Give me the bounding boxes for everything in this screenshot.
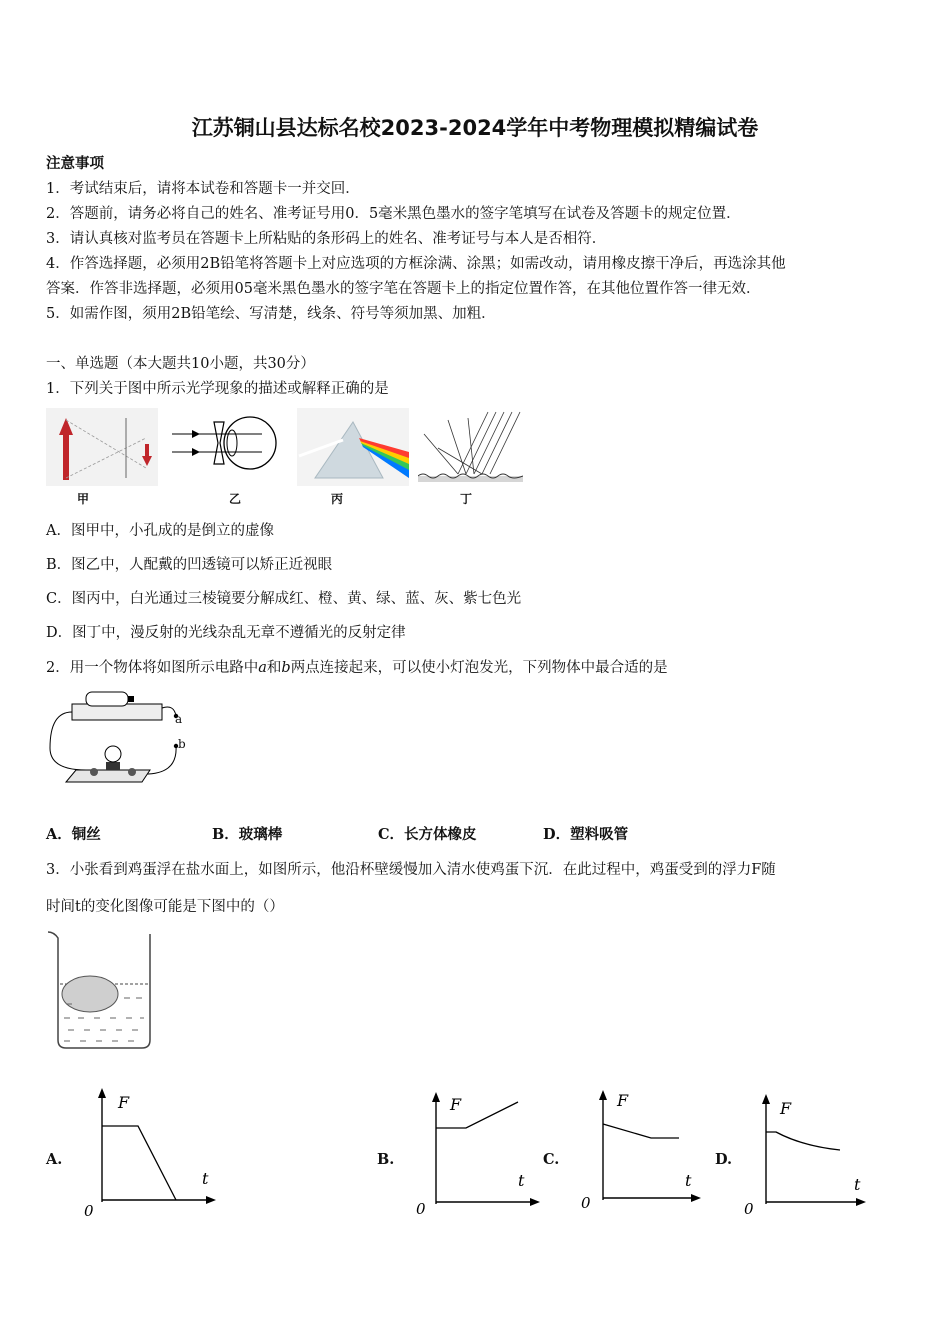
notice-item: 1．考试结束后，请将本试卷和答题卡一并交回． bbox=[46, 181, 360, 197]
section-heading: 一、单选题（本大题共10小题，共30分） bbox=[46, 356, 315, 372]
q2-option-b: B．玻璃棒 bbox=[212, 826, 283, 843]
graph-c-origin: 0 bbox=[581, 1194, 591, 1212]
graph-letter-a: A. bbox=[46, 1151, 63, 1168]
notice-item: 5．如需作图，须用2B铅笔绘、写清楚，线条、符号等须加黑、加粗． bbox=[46, 306, 496, 322]
figure-yi-eye-lens bbox=[170, 410, 282, 482]
graph-a-axis-t: t bbox=[202, 1169, 209, 1188]
graph-d-origin: 0 bbox=[744, 1200, 754, 1218]
graph-b-origin: 0 bbox=[416, 1200, 426, 1218]
caption-yi: 乙 bbox=[229, 492, 242, 506]
q2-option-a: A．铜丝 bbox=[46, 826, 101, 843]
q1-option-a: A．图甲中，小孔成的是倒立的虚像 bbox=[46, 523, 274, 539]
figure-ding-diffuse-reflection bbox=[418, 408, 523, 488]
circuit-label-b: b bbox=[178, 737, 186, 751]
q2-point-b: b bbox=[281, 660, 291, 676]
q3-stem-line1: 3．小张看到鸡蛋浮在盐水面上，如图所示，他沿杯壁缓慢加入清水使鸡蛋下沉．在此过程中，鸡蛋受到的浮力F随 bbox=[46, 862, 776, 878]
notice-item: 2．答题前，请务必将自己的姓名、准考证号用0．5毫米黑色墨水的签字笔填写在试卷及答题卡的规定位置． bbox=[46, 206, 741, 222]
notice-heading: 注意事项 bbox=[46, 155, 104, 172]
caption-ding: 丁 bbox=[460, 492, 473, 506]
graph-d bbox=[742, 1086, 872, 1220]
q1-option-d: D．图丁中，漫反射的光线杂乱无章不遵循光的反射定律 bbox=[46, 625, 406, 641]
notice-item: 4．作答选择题，必须用2B铅笔将答题卡上对应选项的方框涂满、涂黑；如需改动，请用橡皮擦干净后，再选涂其他 bbox=[46, 256, 786, 272]
graph-b-axis-t: t bbox=[518, 1171, 525, 1190]
graph-b bbox=[410, 1086, 544, 1222]
graph-c-axis-f: F bbox=[617, 1091, 629, 1110]
caption-jia: 甲 bbox=[77, 492, 90, 506]
notice-item: 答案．作答非选择题，必须用05毫米黑色墨水的签字笔在答题卡上的指定位置作答，在其他位置作答一律无效． bbox=[46, 281, 761, 297]
q2-option-d: D．塑料吸管 bbox=[543, 826, 629, 843]
circuit-label-a: a bbox=[175, 712, 183, 726]
q2-option-c: C．长方体橡皮 bbox=[378, 826, 477, 843]
graph-d-axis-f: F bbox=[780, 1099, 792, 1118]
graph-d-axis-t: t bbox=[854, 1175, 861, 1194]
q2-point-a: a bbox=[258, 660, 267, 676]
figure-jia-pinhole bbox=[46, 408, 158, 486]
q3-stem-line2: 时间t的变化图像可能是下图中的（） bbox=[46, 899, 284, 915]
graph-a-origin: 0 bbox=[84, 1202, 94, 1220]
q2-stem-pre: 2．用一个物体将如图所示电路中 bbox=[46, 660, 259, 676]
graph-b-axis-f: F bbox=[450, 1095, 462, 1114]
q2-stem-post: 两点连接起来，可以使小灯泡发光，下列物体中最合适的是 bbox=[290, 660, 668, 676]
q1-option-b: B．图乙中，人配戴的凹透镜可以矫正近视眼 bbox=[46, 557, 333, 573]
graph-letter-d: D. bbox=[715, 1151, 733, 1168]
graph-a-axis-f: F bbox=[118, 1093, 130, 1112]
beaker-egg-figure bbox=[44, 928, 156, 1054]
page-title: 江苏铜山县达标名校2023-2024学年中考物理模拟精编试卷 bbox=[191, 116, 759, 140]
graph-c bbox=[575, 1082, 705, 1218]
caption-bing: 丙 bbox=[331, 492, 344, 506]
graph-a bbox=[80, 1084, 220, 1222]
q1-stem: 1．下列关于图中所示光学现象的描述或解释正确的是 bbox=[46, 381, 389, 397]
graph-letter-b: B. bbox=[377, 1151, 395, 1168]
graph-letter-c: C. bbox=[543, 1151, 560, 1168]
q2-stem bbox=[46, 656, 668, 677]
q1-option-c: C．图丙中，白光通过三棱镜要分解成红、橙、黄、绿、蓝、灰、紫七色光 bbox=[46, 591, 522, 607]
figure-bing-prism bbox=[297, 408, 409, 486]
notice-item: 3．请认真核对监考员在答题卡上所粘贴的条形码上的姓名、准考证号与本人是否相符． bbox=[46, 231, 607, 247]
q2-stem-mid: 和 bbox=[266, 660, 282, 676]
graph-c-axis-t: t bbox=[685, 1171, 692, 1190]
